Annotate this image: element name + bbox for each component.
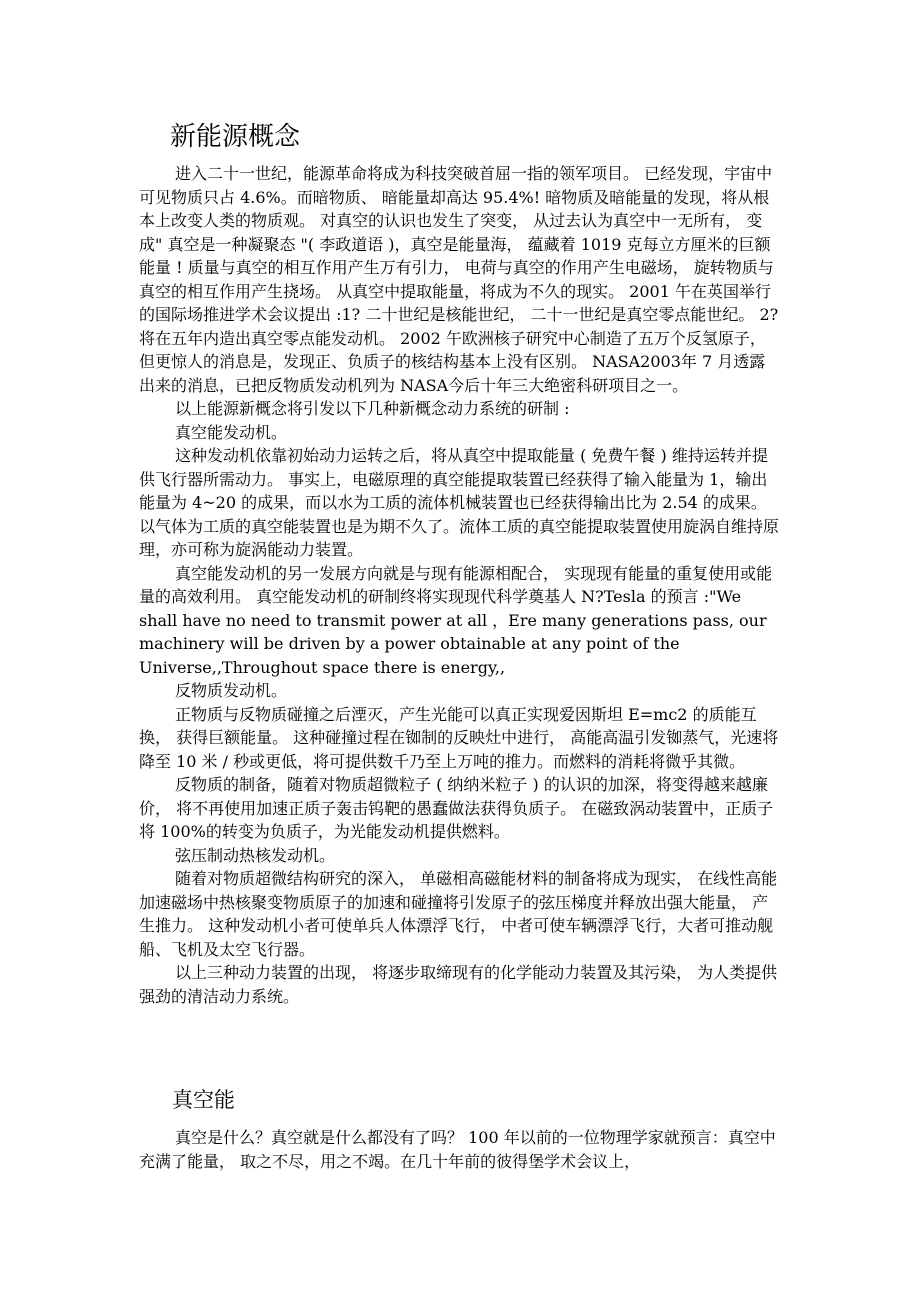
paragraph-antimatter-production: 反物质的制备，随着对物质超微粒子 ( 纳纳米粒子 ) 的认识的加深，将变得越来越廉价， 将不再使用加速正质子轰击钨靶的愚蠢做法获得负质子。 在磁致涡动装置中，正质子将 100%的转变为负质子，为光能发动机提供燃料。	[139, 775, 774, 841]
paragraph-vacuum-engine: 这种发动机依靠初始动力运转之后，将从真空中提取能量 ( 免费午餐 ) 维持运转并提供飞行器所需动力。 事实上，电磁原理的真空能提取装置已经获得了输入能量为 1，输出能量为 4~20 的成果，而以水为工质的流体机械装置也已经获得输出比为 2.54 的成果。以气体为工质的真空能装置也是为期不久了。流体工质的真空能提取装置使用旋涡自维持原理，亦可称为旋涡能动力装置。	[139, 446, 780, 559]
paragraph-antimatter-collision: 正物质与反物质碰撞之后湮灭，产生光能可以真正实现爱因斯坦 E=mc2 的质能互换， 获得巨额能量。 这种碰撞过程在铷制的反映灶中进行， 高能高温引发铷蒸气，光速将降至 10 米 / 秒或更低，将可提供数千乃至上万吨的推力。而燃料的消耗将微乎其微。	[139, 704, 779, 771]
section-1-body	[139, 162, 781, 1008]
paragraph-tesla-quote: 真空能发动机的另一发展方向就是与现有能源相配合， 实现现有能量的重复使用或能量的高效利用。 真空能发动机的研制终将实现现代科学奠基人 N?Tesla 的预言 :"We shall have no need to transmit power at all ，Ere many generations pass, our machinery will be driven by a power obtainable at any point of the Universe,,Throughout space there is energy,,	[139, 563, 773, 677]
document-title: 新能源概念	[170, 122, 301, 152]
section-2-title: 真空能	[172, 1088, 235, 1112]
paragraph-lead-in: 以上能源新概念将引发以下几种新概念动力系统的研制 :	[175, 399, 570, 418]
paragraph-intro: 进入二十一世纪，能源革命将成为科技突破首屈一指的领军项目。 已经发现，宇宙中可见物质只占 4.6%。而暗物质、 暗能量却高达 95.4%! 暗物质及暗能量的发现，将从根本上改变人类的物质观。 对真空的认识也发生了突变， 从过去认为真空中一无所有， 变成" 真空是一种凝聚态 "( 李政道语 )，真空是能量海， 蕴藏着 1019 克每立方厘米的巨额能量 ! 质量与真空的相互作用产生万有引力， 电荷与真空的作用产生电磁场， 旋转物质与真空的相互作用产生挠场。 从真空中提取能量，将成为不久的现实。 2001 午在英国举行的国际场推进学术会议提出 :1? 二十世纪是核能世纪， 二十一世纪是真空零点能世纪。 2?将在五年内造出真空零点能发动机。 2002 午欧洲核子研究中心制造了五万个反氢原子，但更惊人的消息是，发现正、负质子的核结构基本上没有区别。 NASA2003年 7 月透露出来的消息，已把反物质发动机列为 NASA今后十年三大绝密科研项目之一。	[139, 164, 779, 395]
paragraph-vacuum-question: 真空是什么？真空就是什么都没有了吗？ 100 年以前的一位物理学家就预言：真空中充满了能量， 取之不尽，用之不竭。在几十年前的彼得堡学术会议上，	[139, 1128, 776, 1171]
heading-string-pressure-engine: 弦压制动热核发动机。	[175, 845, 336, 865]
heading-vacuum-engine: 真空能发动机。	[175, 422, 288, 442]
paragraph-conclusion: 以上三种动力装置的出现， 将逐步取缔现有的化学能动力装置及其污染， 为人类提供强劲的清洁动力系统。	[139, 963, 778, 1006]
heading-antimatter-engine: 反物质发动机。	[175, 681, 288, 700]
section-2-body	[139, 1126, 781, 1173]
paragraph-string-pressure: 随着对物质超微结构研究的深入， 单磁相高磁能材料的制备将成为现实， 在线性高能加速磁场中热核聚变物质原子的加速和碰撞将引发原子的弦压梯度并释放出强大能量， 产生推力。 这种发动机小者可使单兵人体漂浮飞行， 中者可使车辆漂浮飞行，大者可推动舰船、飞机及太空飞行器。	[139, 869, 778, 959]
